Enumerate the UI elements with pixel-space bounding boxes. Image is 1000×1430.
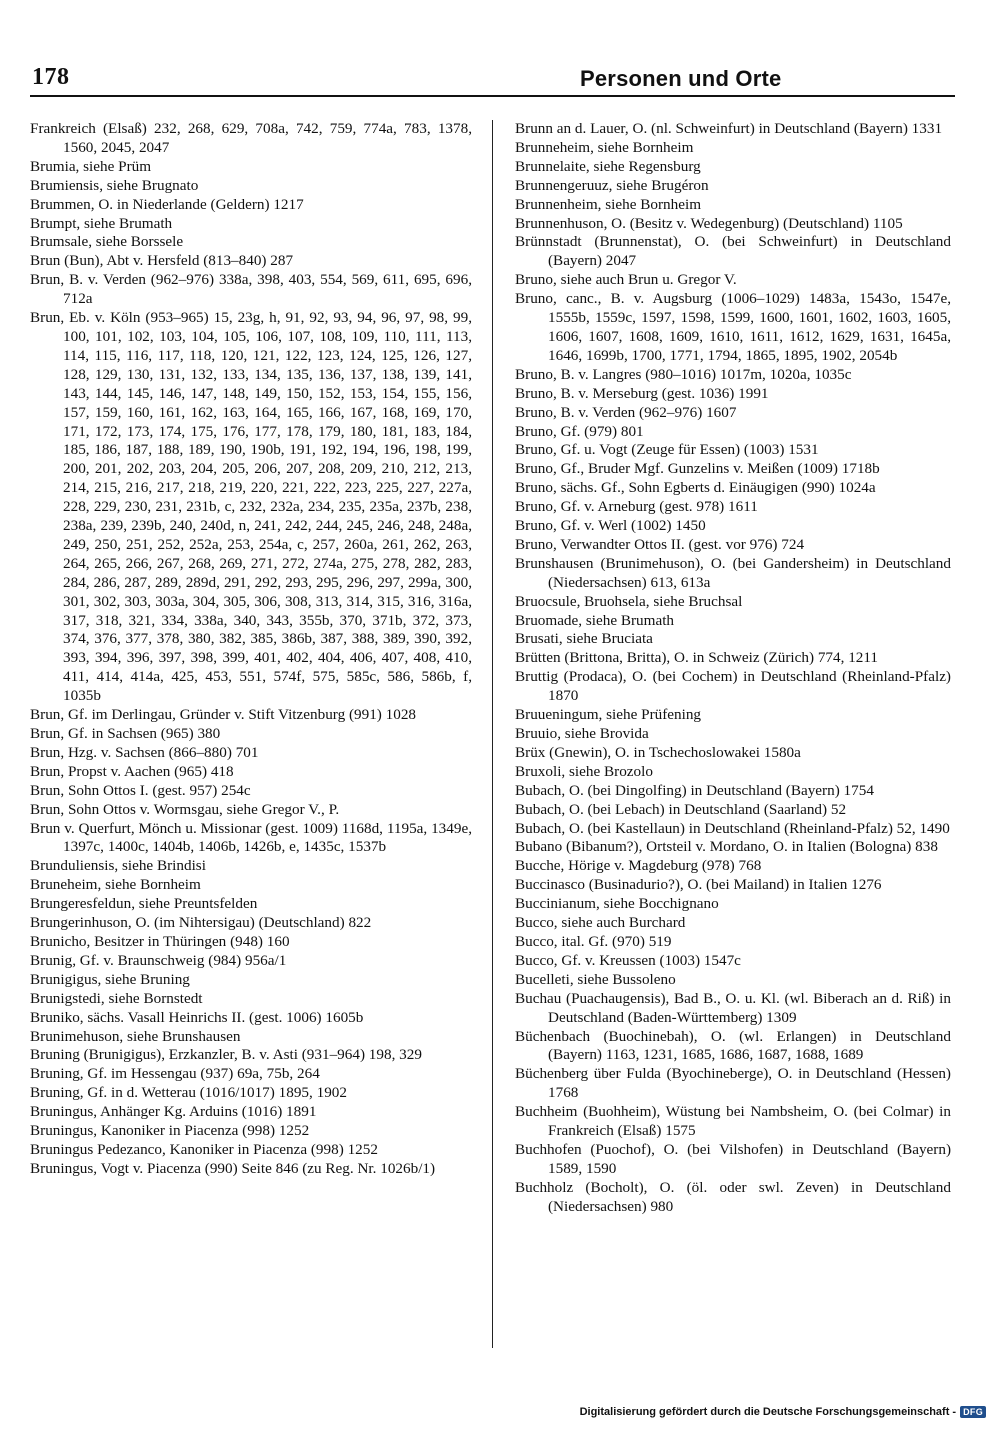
index-entry: Brummen, O. in Niederlande (Geldern) 1217 — [30, 195, 304, 213]
footer — [580, 1406, 986, 1418]
index-entry: Brunicho, Besitzer in Thüringen (948) 160 — [30, 932, 290, 950]
index-entry: Buchau (Puachaugensis), Bad B., O. u. Kl. (wl. Biberach an d. Riß) in Deutschland (Baden-Württemberg) 1309 — [515, 989, 951, 1026]
index-entry: Brumiensis, siehe Brugnato — [30, 176, 199, 194]
column-divider — [492, 120, 493, 1348]
index-entry: Büchenberg über Fulda (Byochineberge), O. in Deutschland (Hessen) 1768 — [515, 1065, 951, 1102]
index-entry: Brumsale, siehe Borssele — [30, 233, 184, 251]
index-entry: Brun, Gf. im Derlingau, Gründer v. Stift Vitzenburg (991) 1028 — [30, 706, 417, 724]
index-entry: Brunig, Gf. v. Braunschweig (984) 956a/1 — [30, 951, 287, 969]
index-entry: Bruno, Verwandter Ottos II. (gest. vor 976) 724 — [515, 535, 805, 553]
index-entry: Brun, Propst v. Aachen (965) 418 — [30, 762, 234, 780]
footer-credit: Digitalisierung gefördert durch die Deutsche Forschungsgemeinschaft - — [579, 1406, 957, 1418]
index-entry: Bruno, Gf., Bruder Mgf. Gunzelins v. Meißen (1009) 1718b — [515, 460, 880, 478]
index-entry: Bruno, canc., B. v. Augsburg (1006–1029) 1483a, 1543o, 1547e, 1555b, 1559c, 1597, 1598, 1599, 1600, 1601, 1602, 1603, 1605, 1606, 1607, 1608, 1609, 1610, 1611, 1612, 1629, 1631, 1645a, 1646, 1699b, 1700, 1771, 1794, 1865, 1895, 1902, 2054b — [515, 290, 951, 364]
index-entry: Bruocsule, Bruohsela, siehe Bruchsal — [515, 592, 743, 610]
index-entry: Buccinasco (Businadurio?), O. (bei Mailand) in Italien 1276 — [515, 876, 882, 894]
index-entry: Buchheim (Buohheim), Wüstung bei Nambsheim, O. (bei Colmar) in Frankreich (Elsaß) 1575 — [515, 1103, 951, 1140]
index-entry: Bucche, Hörige v. Magdeburg (978) 768 — [515, 857, 762, 875]
index-entry: Brunnenheim, siehe Bornheim — [515, 195, 702, 213]
index-entry: Bruno, B. v. Merseburg (gest. 1036) 1991 — [515, 384, 769, 402]
index-entry: Bruningus, Kanoniker in Piacenza (998) 1252 — [30, 1122, 310, 1140]
index-entry: Brun, Hzg. v. Sachsen (866–880) 701 — [30, 743, 259, 761]
index-entry: Brütten (Brittona, Britta), O. in Schweiz (Zürich) 774, 1211 — [515, 649, 879, 667]
index-entry: Bruuio, siehe Brovida — [515, 725, 649, 742]
index-entry: Bruttig (Prodaca), O. (bei Cochem) in Deutschland (Rheinland-Pfalz) 1870 — [515, 668, 951, 705]
dfg-logo-icon: DFG — [960, 1406, 986, 1418]
page-title: Personen und Orte — [580, 66, 782, 91]
index-entry: Buchhofen (Puochof), O. (bei Vilshofen) in Deutschland (Bayern) 1589, 1590 — [515, 1140, 951, 1177]
index-entry: Bruno, Gf. v. Werl (1002) 1450 — [515, 517, 706, 535]
index-entry: Bruueningum, siehe Prüfening — [515, 706, 702, 724]
index-entry: Bucco, Gf. v. Kreussen (1003) 1547c — [515, 951, 741, 969]
index-entry: Büchenbach (Buochinebah), O. (wl. Erlangen) in Deutschland (Bayern) 1163, 1231, 1685, 1686, 1687, 1688, 1689 — [515, 1027, 951, 1064]
index-entry: Brunigstedi, siehe Bornstedt — [30, 989, 203, 1007]
index-entry: Bruxoli, siehe Brozolo — [515, 762, 653, 780]
index-entry: Brun, Gf. in Sachsen (965) 380 — [30, 725, 221, 742]
index-entry: Brunimehuson, siehe Brunshausen — [30, 1027, 241, 1045]
index-entry: Brunigigus, siehe Bruning — [30, 970, 190, 988]
index-entry: Bubach, O. (bei Lebach) in Deutschland (Saarland) 52 — [515, 800, 847, 818]
index-entry: Bucco, ital. Gf. (970) 519 — [515, 932, 672, 950]
index-entry: Bruno, B. v. Verden (962–976) 1607 — [515, 403, 737, 421]
index-entry: Brungerinhuson, O. (im Nihtersigau) (Deutschland) 822 — [30, 914, 372, 932]
index-entry: Bruningus Pedezanco, Kanoniker in Piacenza (998) 1252 — [30, 1140, 378, 1158]
index-entry: Buchholz (Bocholt), O. (öl. oder swl. Zeven) in Deutschland (Niedersachsen) 980 — [515, 1178, 951, 1215]
index-entry: Bruno, Gf. v. Arneburg (gest. 978) 1611 — [515, 498, 758, 516]
index-entry: Brungeresfeldun, siehe Preuntsfelden — [30, 895, 258, 913]
index-entry: Bruno, Gf. (979) 801 — [515, 422, 644, 440]
index-entry: Brunduliensis, siehe Brindisi — [30, 857, 206, 875]
index-entry: Brun v. Querfurt, Mönch u. Missionar (gest. 1009) 1168d, 1195a, 1349e, 1397c, 1400c, 1404b, 1406b, 1426b, e, 1435c, 1537b — [30, 819, 472, 856]
index-entry: Bruomade, siehe Brumath — [515, 611, 675, 629]
index-entry: Brun, Sohn Ottos v. Wormsgau, siehe Gregor V., P. — [30, 800, 340, 818]
index-entry: Bucelleti, siehe Bussoleno — [515, 970, 676, 988]
index-entry: Bruneheim, siehe Bornheim — [30, 876, 201, 894]
index-entry: Brunnengeruuz, siehe Brugéron — [515, 176, 709, 194]
index-entry: Buccinianum, siehe Bocchignano — [515, 895, 719, 913]
index-entry: Brunnenhuson, O. (Besitz v. Wedegenburg) (Deutschland) 1105 — [515, 214, 903, 232]
index-entry: Brusati, siehe Bruciata — [515, 630, 653, 648]
left-column — [30, 120, 472, 1179]
index-entry: Brunshausen (Brunimehuson), O. (bei Gandersheim) in Deutschland (Niedersachsen) 613, 613a — [515, 554, 951, 591]
index-entry: Brünnstadt (Brunnenstat), O. (bei Schweinfurt) in Deutschland (Bayern) 2047 — [515, 233, 951, 270]
index-entry: Bruno, sächs. Gf., Sohn Egberts d. Einäugigen (990) 1024a — [515, 479, 876, 497]
index-entry: Brüx (Gnewin), O. in Tschechoslowakei 1580a — [515, 743, 801, 761]
index-entry: Bruningus, Anhänger Kg. Arduins (1016) 1891 — [30, 1103, 317, 1121]
header-rule — [30, 95, 955, 97]
right-column — [515, 120, 951, 1217]
index-entry: Bruno, B. v. Langres (980–1016) 1017m, 1020a, 1035c — [515, 365, 852, 383]
index-entry: Brunneheim, siehe Bornheim — [515, 138, 694, 156]
index-entry: Brun, Sohn Ottos I. (gest. 957) 254c — [30, 781, 251, 799]
index-entry: Bruniko, sächs. Vasall Heinrichs II. (gest. 1006) 1605b — [30, 1008, 364, 1026]
index-entry: Bruno, Gf. u. Vogt (Zeuge für Essen) (1003) 1531 — [515, 441, 819, 459]
index-entry: Brumia, siehe Prüm — [30, 157, 152, 175]
index-entry: Frankreich (Elsaß) 232, 268, 629, 708a, 742, 759, 774a, 783, 1378, 1560, 2045, 2047 — [30, 120, 472, 156]
index-entry: Brun (Bun), Abt v. Hersfeld (813–840) 287 — [30, 252, 294, 270]
index-entry: Bruning (Brunigigus), Erzkanzler, B. v. Asti (931–964) 198, 329 — [30, 1046, 422, 1064]
index-entry: Bucco, siehe auch Burchard — [515, 914, 686, 932]
index-entry: Brumpt, siehe Brumath — [30, 214, 173, 232]
index-entry: Brunnelaite, siehe Regensburg — [515, 157, 701, 175]
index-entry: Bruno, siehe auch Brun u. Gregor V. — [515, 271, 737, 289]
index-entry: Brun, B. v. Verden (962–976) 338a, 398, 403, 554, 569, 611, 695, 696, 712a — [30, 271, 472, 308]
index-entry: Bubach, O. (bei Kastellaun) in Deutschland (Rheinland-Pfalz) 52, 1490 — [515, 819, 950, 837]
page-number: 178 — [32, 64, 70, 90]
index-entry: Brun, Eb. v. Köln (953–965) 15, 23g, h, 91, 92, 93, 94, 96, 97, 98, 99, 100, 101, 102, 103, 104, 105, 106, 107, 108, 109, 110, 111, 113, 114, 115, 116, 117, 118, 120, 121, 122, 123, 124, 125, 126, 127, 128, 129, 130, 131, 132, 133, 134, 135, 136, 137, 138, 139, 141, 143, 144, 145, 146, 147, 148, 149, 150, 152, 153, 154, 155, 156, 157, 159, 160, 161, 162, 163, 164, 165, 166, 167, 168, 169, 170, 171, 172, 173, 174, 175, 176, 177, 178, 179, 180, 181, 183, 184, 185, 186, 187, 188, 189, 190, 190b, 191, 192, 194, 196, 198, 199, 200, 201, 202, 203, 204, 205, 206, 207, 208, 209, 210, 212, 213, 214, 215, 216, 217, 218, 219, 220, 221, 222, 223, 225, 227, 227a, 228, 229, 230, 231, 231b, c, 232, 232a, 234, 235, 235a, 237b, 238, 238a, 239, 239b, 240, 240d, n, 241, 242, 244, 245, 246, 248, 248a, 249, 250, 251, 252, 252a, 253, 254a, c, 257, 260a, 261, 262, 263, 264, 265, 266, 267, 268, 269, 271, 272, 274a, 275, 278, 282, 283, 284, 286, 287, 289, 289d, 291, 292, 293, 295, 296, 297, 299a, 300, 301, 302, 303, 303a, 304, 305, 306, 308, 313, 314, 315, 316, 316a, 317, 318, 321, 334, 338a, 340, 343, 355b, 370, 371b, 372, 373, 374, 376, 377, 378, 380, 382, 385, 386b, 387, 388, 389, 390, 392, 393, 394, 396, 397, 398, 399, 401, 402, 404, 406, 407, 408, 410, 411, 414, 414a, 425, 453, 551, 574f, 575, 585c, 586, 586b, f, 1035b — [30, 309, 472, 705]
index-entry: Bubach, O. (bei Dingolfing) in Deutschland (Bayern) 1754 — [515, 781, 874, 799]
index-entry: Bruningus, Vogt v. Piacenza (990) Seite 846 (zu Reg. Nr. 1026b/1) — [30, 1159, 436, 1177]
index-entry: Bubano (Bibanum?), Ortsteil v. Mordano, O. in Italien (Bologna) 838 — [515, 838, 938, 856]
index-entry: Brunn an d. Lauer, O. (nl. Schweinfurt) in Deutschland (Bayern) 1331 — [515, 120, 943, 137]
index-entry: Bruning, Gf. im Hessengau (937) 69a, 75b, 264 — [30, 1065, 320, 1083]
index-entry: Bruning, Gf. in d. Wetterau (1016/1017) 1895, 1902 — [30, 1084, 347, 1102]
